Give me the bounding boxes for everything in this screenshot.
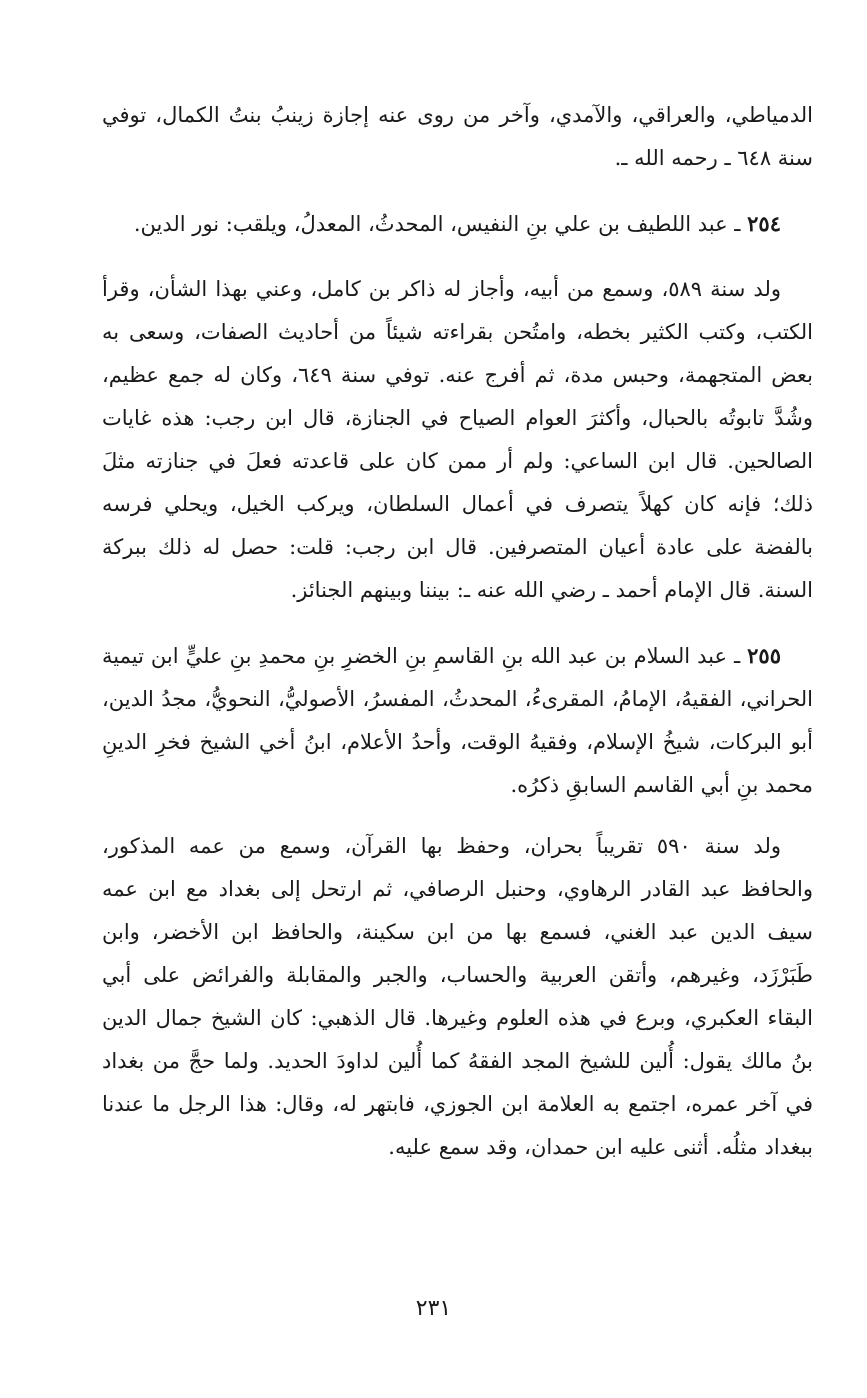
entry-255-title: ـ عبد السلام بن عبد الله بنِ القاسمِ بنِ الخضرِ بنِ محمدِ بنِ عليٍّ ابن تيمية الحراني، الفقيهُ، الإمامُ، المقرىءُ، المحدثُ، المفسرُ، الأصوليُّ، النحويُّ، مجدُ الدين، أبو البركات، شيخُ الإسلام، وفقيهُ الوقت، وأحدُ الأعلام، ابنُ أخي الشيخ فخرِ الدينِ محمد بنِ أبي القاسم السابقِ ذكرُه. — [102, 644, 813, 797]
entry-number-254: ٢٥٤ — [747, 211, 781, 236]
spacer — [102, 180, 813, 202]
entry-254-heading — [102, 202, 813, 246]
page-body — [102, 94, 813, 1169]
entry-254-body: ولد سنة ٥٨٩، وسمع من أبيه، وأجاز له ذاكر بن كامل، وعني بهذا الشأن، وقرأ الكتب، وكتب الكثير بخطه، وامتُحن بقراءته شيئاً من أحاديث الصفات، وسعى به بعض المتجهمة، وحبس مدة، ثم أفرج عنه. توفي سنة ٦٤٩، وكان له جمع عظيم، وشُدَّ تابوتُه بالحبال، وأكثرَ العوام الصياح في الجنازة، قال ابن رجب: هذه غايات الصالحين. قال ابن الساعي: ولم أر ممن كان على قاعدته فعلَ في جنازته مثلَ ذلك؛ فإنه كان كهلاً يتصرف في أعمال السلطان، ويركب الخيل، ويحلي فرسه بالفضة على عادة أعيان المتصرفين. قال ابن رجب: قلت: حصل له ذلك ببركة السنة. قال الإمام أحمد ـ رضي الله عنه ـ: بيننا وبينهم الجنائز. — [102, 277, 813, 602]
spacer — [102, 807, 813, 825]
page-number: ٢٣١ — [415, 1296, 452, 1321]
entry-255-body: ولد سنة ٥٩٠ تقريباً بحران، وحفظ بها القرآن، وسمع من عمه المذكور، والحافظ عبد القادر الرهاوي، وحنبل الرصافي، ثم ارتحل إلى بغداد مع ابن عمه سيف الدين عبد الغني، فسمع بها من ابن سكينة، والحافظ ابن الأخضر، وابن طَبَرْزَد، وغيرهم، وأتقن العربية والحساب، والجبر والمقابلة والفرائض على أبي البقاء العكبري، وبرع في هذه العلوم وغيرها. قال الذهبي: كان الشيخ جمال الدين بنُ مالك يقول: أُلين للشيخ المجد الفقهُ كما أُلين لداودَ الحديد. ولما حجَّ من بغداد في آخر عمره، اجتمع به العلامة ابن الجوزي، فابتهر له، وقال: هذا الرجل ما عندنا ببغداد مثلُه. أثنى عليه ابن حمدان، وقد سمع عليه. — [102, 834, 813, 1159]
paragraph-continuation: الدمياطي، والعراقي، والآمدي، وآخر من روى عنه إجازة زينبُ بنتُ الكمال، توفي سنة ٦٤٨ ـ رحمه الله ـ. — [102, 103, 813, 170]
entry-254-title: ـ عبد اللطيف بن علي بنِ النفيس، المحدثُ، المعدلُ، ويلقب: نور الدين. — [133, 212, 741, 236]
spacer — [102, 612, 813, 634]
spacer — [102, 246, 813, 268]
entry-number-255: ٢٥٥ — [747, 643, 781, 668]
entry-255-heading — [102, 634, 813, 807]
